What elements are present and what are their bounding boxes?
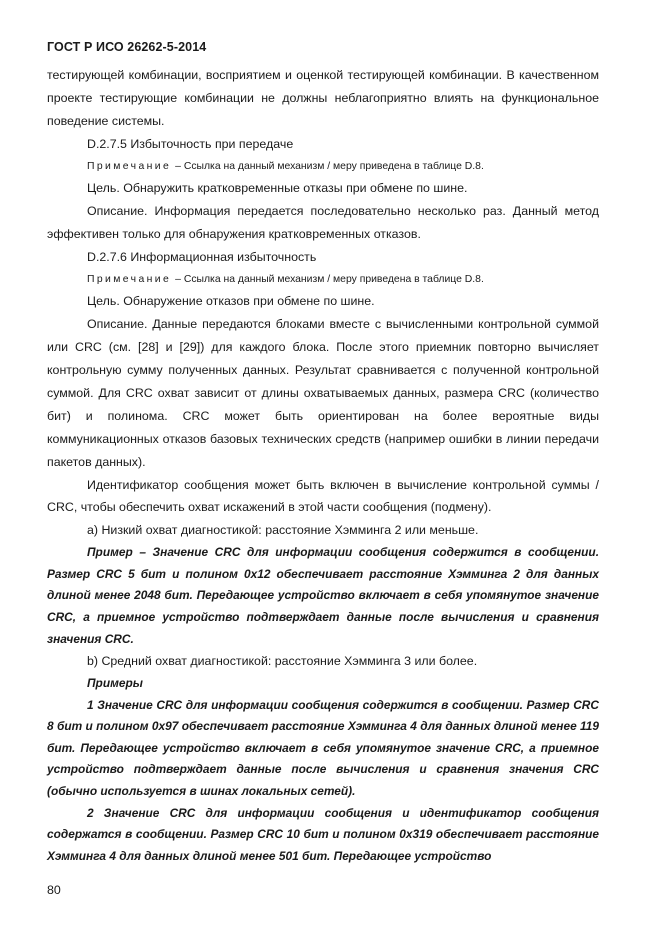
- note-text: – Ссылка на данный механизм / меру приведена в таблице D.8.: [175, 160, 484, 172]
- note-text: – Ссылка на данный механизм / меру приведена в таблице D.8.: [175, 273, 484, 285]
- section-heading-d275: D.2.7.5 Избыточность при передаче: [87, 136, 294, 151]
- list-item-low-coverage: а) Низкий охват диагностикой: расстояние Хэмминга 2 или меньше.: [87, 523, 479, 538]
- paragraph-description-d275: Описание. Информация передается последовательно несколько раз. Данный метод эффективен только для обнаружения кратковременных отказов.: [47, 204, 599, 241]
- example-low-coverage: Пример – Значение CRC для информации сообщения содержится в сообщении. Размер CRC 5 бит и полином 0x12 обеспечивает расстояние Хэмминга 2 для данных длиной менее 2048 бит. Передающее устройство включает в себя упомянутое значение CRC, а приемное устройство подтверждает данные после вычисления и сравнения значения CRC.: [47, 545, 599, 646]
- paragraph-continuation: тестирующей комбинации, восприятием и оценкой тестирующей комбинации. В качественном проекте тестирующие комбинации не должны неблагоприятно влиять на функциональное поведение системы.: [47, 68, 599, 128]
- paragraph-goal-d275: Цель. Обнаружить кратковременные отказы при обмене по шине.: [87, 181, 468, 196]
- paragraph-message-id: Идентификатор сообщения может быть включен в вычисление контрольной суммы / CRC, чтобы обеспечить охват искажений в этой части сообщения (подмену).: [47, 477, 599, 515]
- example-2: 2 Значение CRC для информации сообщения и идентификатор сообщения содержатся в сообщении. Размер CRC 10 бит и полином 0x319 обеспечивает расстояние Хэмминга 4 для данных длиной менее 501 бит. Передающее устройство: [47, 805, 599, 863]
- page-number: 80: [47, 883, 61, 897]
- note-d275: [47, 156, 599, 178]
- page-body: [47, 64, 599, 867]
- examples-heading: Примеры: [87, 676, 143, 691]
- section-heading-d276: D.2.7.6 Информационная избыточность: [87, 249, 317, 264]
- list-item-medium-coverage: b) Средний охват диагностикой: расстояние Хэмминга 3 или более.: [87, 654, 478, 669]
- example-1: 1 Значение CRC для информации сообщения содержится в сообщении. Размер CRC 8 бит и полином 0x97 обеспечивает расстояние Хэмминга 4 для данных длиной менее 119 бит. Передающее устройство включает в себя упомянутое значение CRC, а приемное устройство подтверждает данные после вычисления и сравнения значения CRC (обычно используется в шинах локальных сетей).: [47, 697, 599, 799]
- paragraph-description-d276: Описание. Данные передаются блоками вместе с вычисленными контрольной суммой или CRC (см. [28] и [29]) для каждого блока. После этого приемник повторно вычисляет контрольную сумму полученных данных. Результат сравнивается с полученной контрольной суммой. Для CRC охват зависит от длины охватываемых данных, размера CRC (количество бит) и полинома. CRC может быть ориентирован на более вероятные виды коммуникационных отказов базовых технических средств (например ошибки в линии передачи пакетов данных).: [47, 317, 599, 469]
- document-header: ГОСТ Р ИСО 26262-5-2014: [47, 40, 207, 54]
- note-d276: [47, 269, 599, 291]
- note-label: Примечание: [87, 160, 172, 172]
- paragraph-goal-d276: Цель. Обнаружение отказов при обмене по шине.: [87, 294, 375, 309]
- note-label: Примечание: [87, 273, 172, 285]
